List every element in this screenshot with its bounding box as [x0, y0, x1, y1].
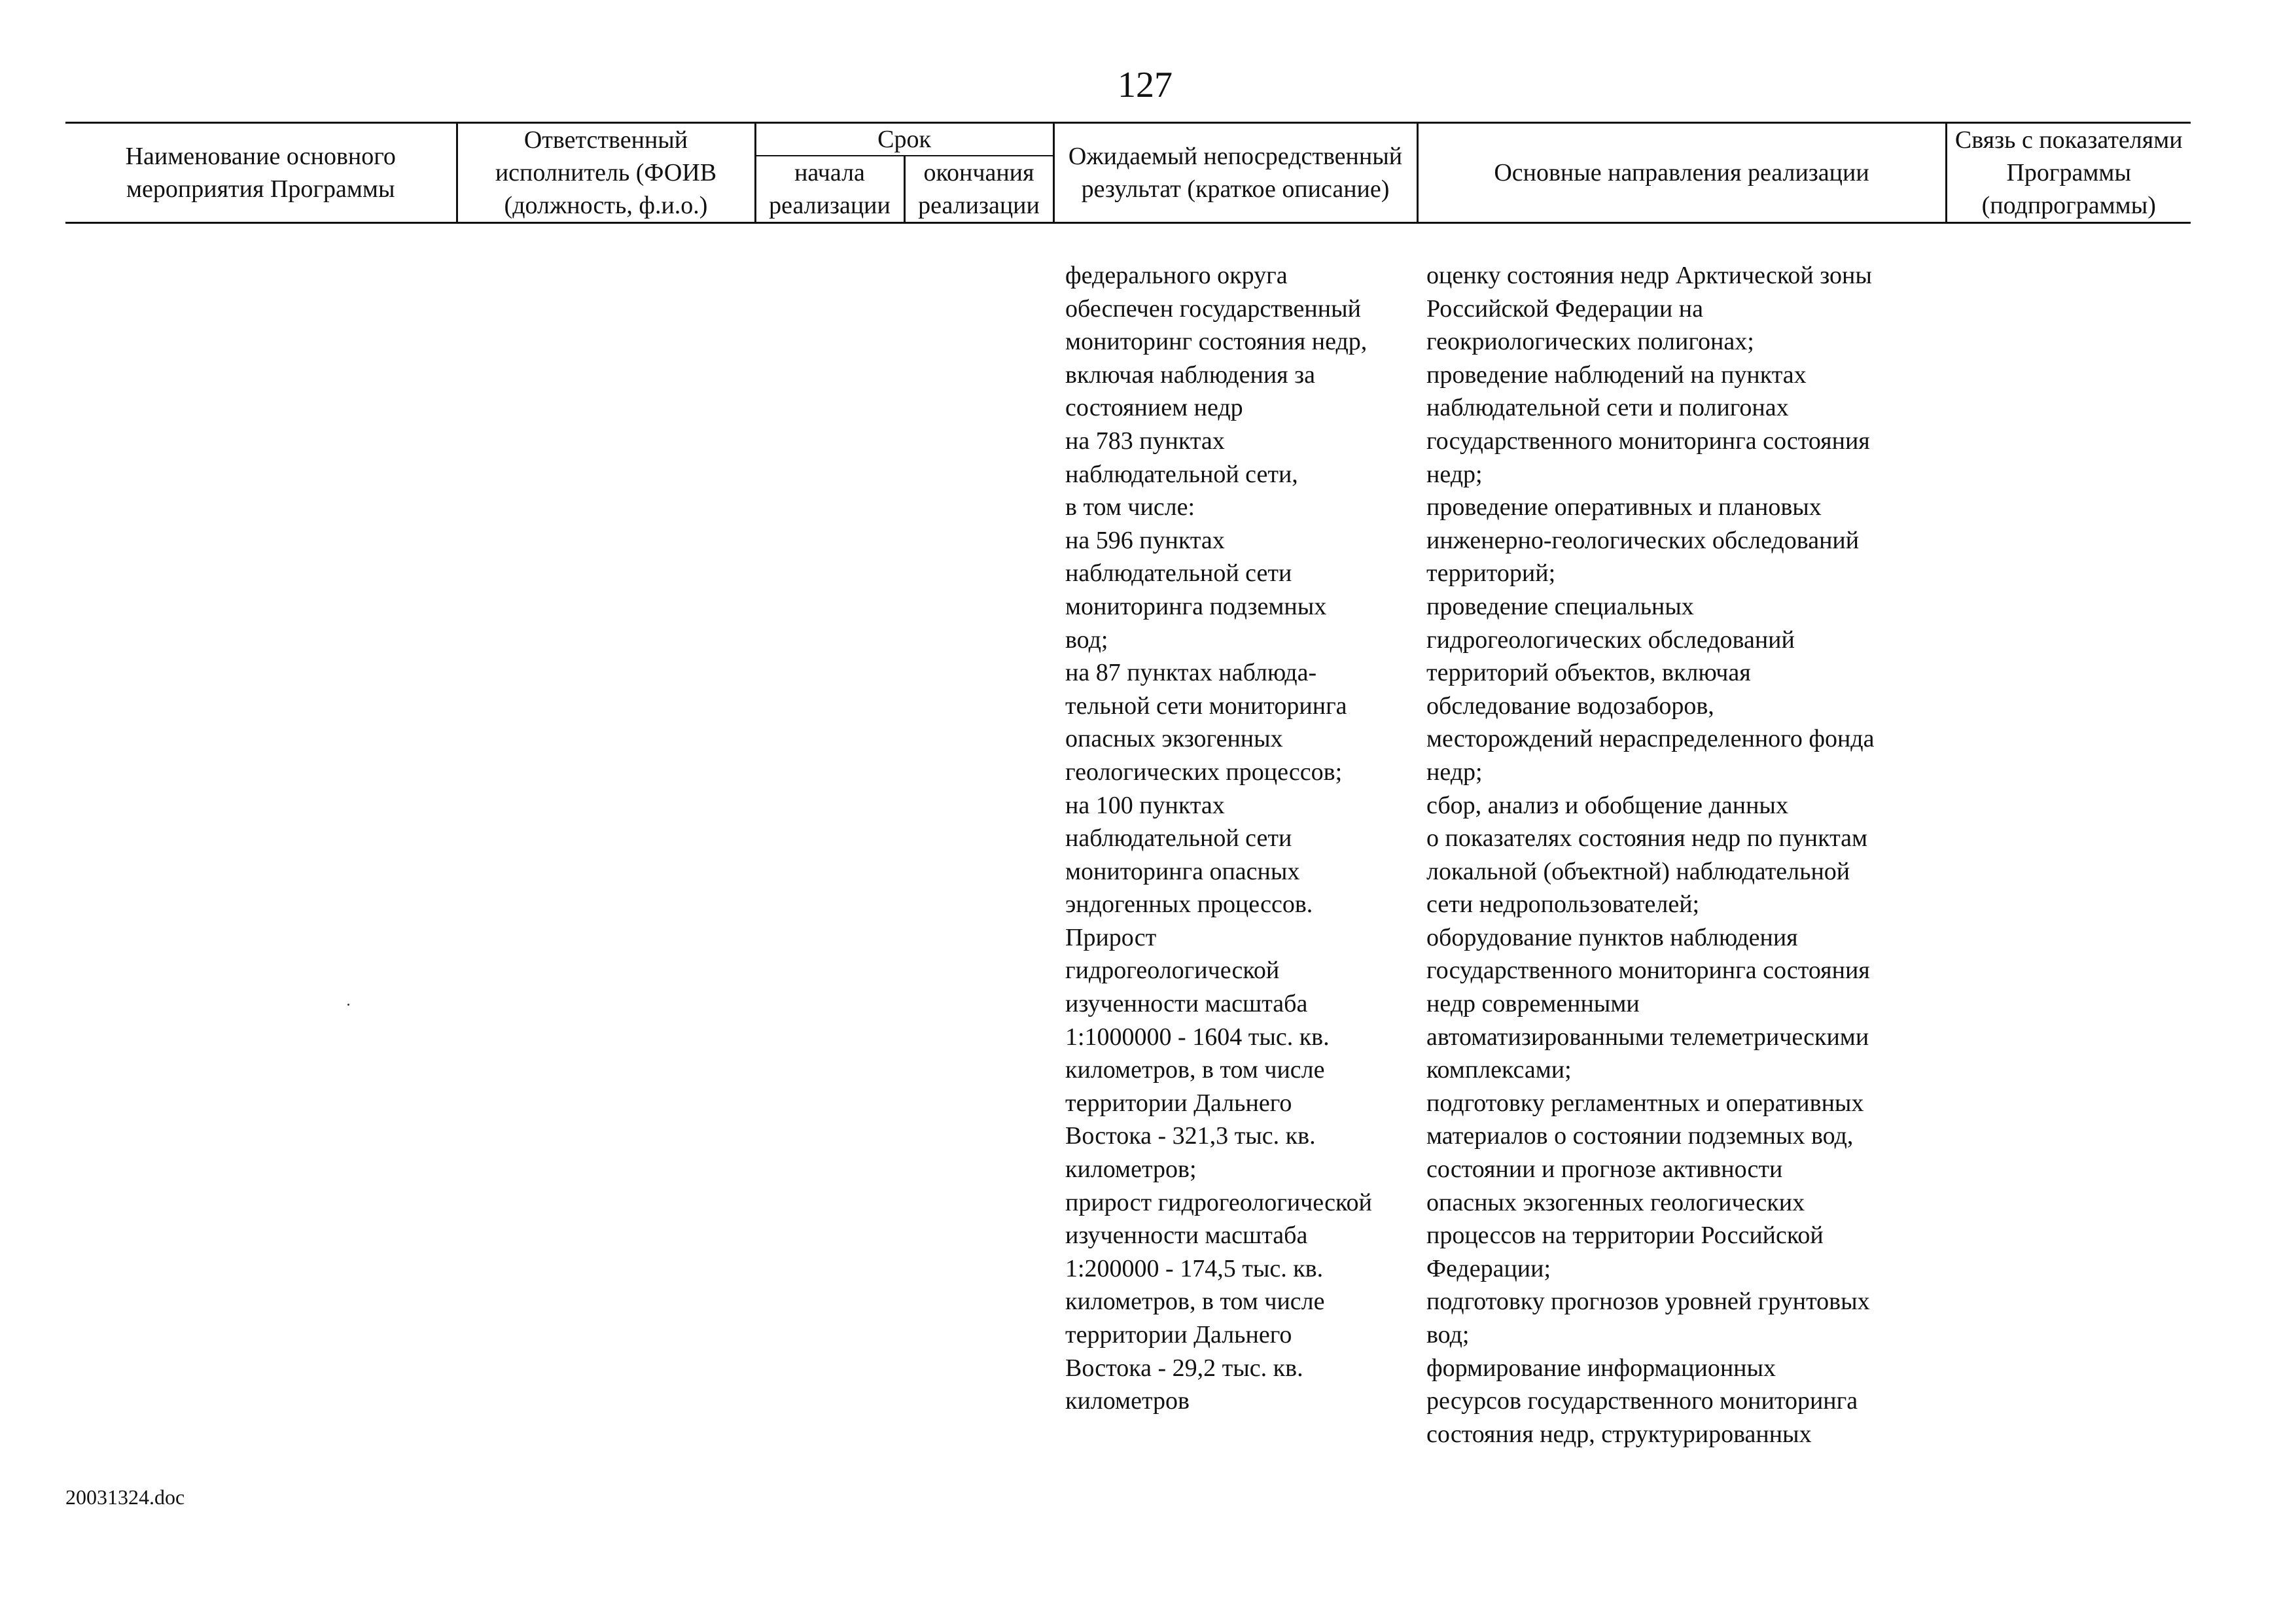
directions-line: вод;	[1426, 1321, 1470, 1349]
result-line: на 783 пунктах	[1065, 427, 1225, 455]
result-line: мониторинга опасных	[1065, 857, 1300, 885]
result-line: прирост гидрогеологической	[1065, 1188, 1372, 1216]
directions-line: проведение специальных	[1426, 592, 1694, 620]
result-line: Востока - 29,2 тыс. кв.	[1065, 1354, 1303, 1382]
directions-line: месторождений нераспределенного фонда	[1426, 725, 1875, 753]
result-line: вод;	[1065, 626, 1108, 654]
directions-column	[1426, 259, 1874, 1451]
directions-line: подготовку прогнозов уровней грунтовых	[1426, 1288, 1870, 1316]
header-col-directions: Основные направления реализации	[1417, 123, 1946, 223]
result-line: наблюдательной сети	[1065, 559, 1292, 588]
directions-line: проведение оперативных и плановых	[1426, 493, 1822, 521]
directions-line: наблюдательной сети и полигонах	[1426, 394, 1789, 422]
directions-line: государственного мониторинга состояния	[1426, 957, 1870, 985]
result-line: мониторинг состояния недр,	[1065, 328, 1368, 356]
header-col-end: окончания реализации	[904, 156, 1053, 223]
result-line: эндогенных процессов.	[1065, 890, 1313, 919]
result-line: обеспечен государственный	[1065, 294, 1361, 323]
directions-line: государственного мониторинга состояния	[1426, 427, 1870, 455]
directions-line: Федерации;	[1426, 1254, 1551, 1282]
directions-line: процессов на территории Российской	[1426, 1222, 1824, 1250]
header-col-link: Связь с показателями Программы (подпрограммы)	[1946, 123, 2191, 223]
header-col-result: Ожидаемый непосредственный результат (краткое описание)	[1053, 123, 1417, 223]
result-line: километров, в том числе	[1065, 1288, 1325, 1316]
directions-line: сбор, анализ и обобщение данных	[1426, 791, 1788, 819]
result-line: изученности масштаба	[1065, 1222, 1308, 1250]
directions-line: оборудование пунктов наблюдения	[1426, 923, 1798, 951]
result-line: километров	[1065, 1387, 1190, 1415]
result-line: состоянием недр	[1065, 394, 1243, 422]
directions-line: состоянии и прогнозе активности	[1426, 1155, 1783, 1184]
result-line: мониторинга подземных	[1065, 592, 1327, 620]
directions-line: сети недропользователей;	[1426, 890, 1700, 919]
directions-line: формирование информационных	[1426, 1354, 1776, 1382]
result-line: на 87 пунктах наблюда-	[1065, 659, 1317, 687]
result-line: Прирост	[1065, 923, 1157, 951]
result-line: территории Дальнего	[1065, 1089, 1292, 1117]
result-line: изученности масштаба	[1065, 990, 1308, 1018]
result-line: на 100 пунктах	[1065, 791, 1225, 819]
directions-line: опасных экзогенных геологических	[1426, 1188, 1805, 1216]
result-line: 1:1000000 - 1604 тыс. кв.	[1065, 1023, 1330, 1051]
header-col-term: Срок	[755, 123, 1053, 156]
scan-speck	[347, 1004, 349, 1006]
result-line: опасных экзогенных	[1065, 725, 1283, 753]
footer-filename: 20031324.doc	[65, 1485, 185, 1509]
result-line: в том числе:	[1065, 493, 1195, 521]
result-column	[1065, 259, 1372, 1418]
directions-line: недр;	[1426, 460, 1483, 488]
result-line: наблюдательной сети,	[1065, 460, 1298, 488]
page-number: 127	[1118, 65, 1173, 105]
directions-line: обследование водозаборов,	[1426, 692, 1714, 720]
result-line: Востока - 321,3 тыс. кв.	[1065, 1122, 1316, 1150]
directions-line: территорий;	[1426, 559, 1556, 588]
directions-line: проведение наблюдений на пунктах	[1426, 361, 1807, 389]
result-line: гидрогеологической	[1065, 957, 1280, 985]
directions-line: территорий объектов, включая	[1426, 659, 1751, 687]
header-col-responsible: Ответственный исполнитель (ФОИВ (должность, ф.и.о.)	[457, 123, 755, 223]
result-line: на 596 пунктах	[1065, 526, 1225, 554]
header-col-start: начала реализации	[755, 156, 904, 223]
result-line: геологических процессов;	[1065, 758, 1343, 786]
directions-line: состояния недр, структурированных	[1426, 1420, 1812, 1448]
directions-line: недр;	[1426, 758, 1483, 786]
directions-line: геокриологических полигонах;	[1426, 328, 1754, 356]
directions-line: подготовку регламентных и оперативных	[1426, 1089, 1864, 1117]
directions-line: Российской Федерации на	[1426, 294, 1703, 323]
directions-line: ресурсов государственного мониторинга	[1426, 1387, 1858, 1415]
result-line: наблюдательной сети	[1065, 824, 1292, 853]
directions-line: инженерно-геологических обследований	[1426, 526, 1860, 554]
directions-line: материалов о состоянии подземных вод,	[1426, 1122, 1854, 1150]
directions-line: комплексами;	[1426, 1056, 1572, 1084]
result-line: тельной сети мониторинга	[1065, 692, 1347, 720]
result-line: территории Дальнего	[1065, 1321, 1292, 1349]
directions-line: автоматизированными телеметрическими	[1426, 1023, 1869, 1051]
directions-line: гидрогеологических обследований	[1426, 626, 1795, 654]
directions-line: недр современными	[1426, 990, 1640, 1018]
result-line: километров, в том числе	[1065, 1056, 1325, 1084]
table-header	[65, 122, 2191, 224]
result-line: включая наблюдения за	[1065, 361, 1316, 389]
result-line: километров;	[1065, 1155, 1197, 1184]
directions-line: о показателях состояния недр по пунктам	[1426, 824, 1868, 853]
directions-line: оценку состояния недр Арктической зоны	[1426, 262, 1872, 289]
directions-line: локальной (объектной) наблюдательной	[1426, 857, 1850, 885]
header-col-name: Наименование основного мероприятия Программы	[65, 123, 457, 223]
result-line: 1:200000 - 174,5 тыс. кв.	[1065, 1254, 1324, 1282]
result-line: федерального округа	[1065, 262, 1288, 289]
